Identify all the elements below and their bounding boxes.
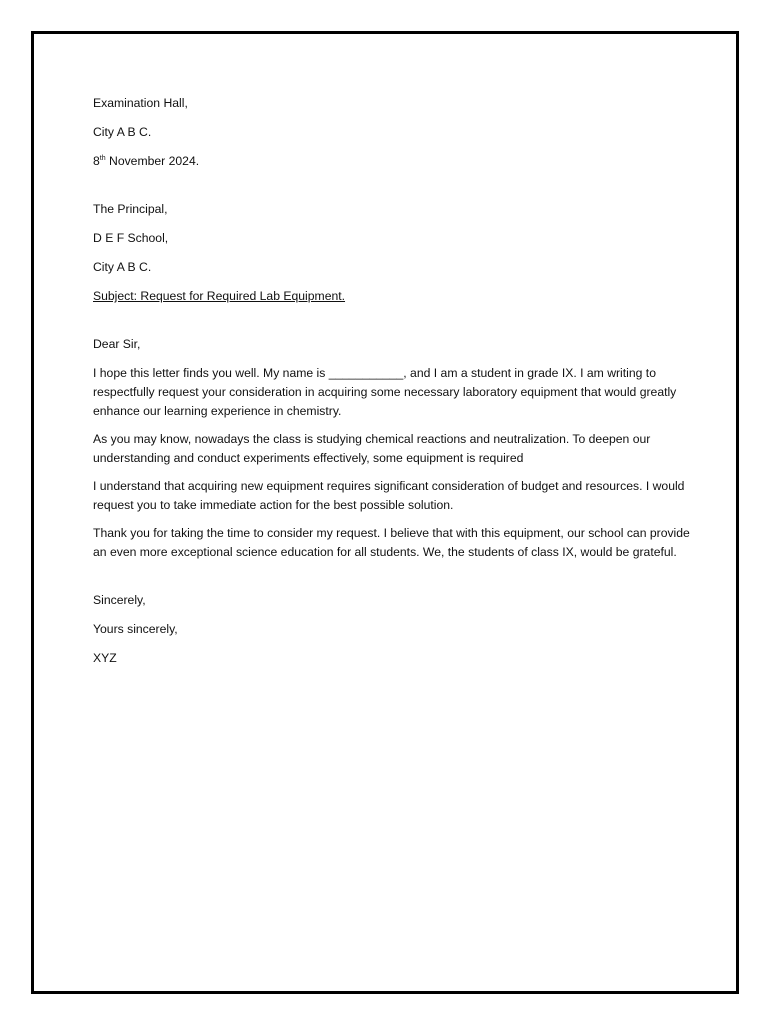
salutation: Dear Sir, [93, 337, 141, 351]
sender-address-line-1: Examination Hall, [93, 96, 188, 110]
date-suffix: th [99, 154, 106, 162]
letter-page [31, 31, 739, 994]
sender-address-line-2: City A B C. [93, 125, 152, 139]
closing-line-2: Yours sincerely, [93, 622, 178, 636]
closing-line-1: Sincerely, [93, 593, 146, 607]
recipient-line-2: D E F School, [93, 231, 169, 245]
body-paragraph-3: I understand that acquiring new equipment requires significant consideration of budget and resources. I would request you to take immediate action for the best possible solution. [93, 479, 685, 512]
letter-subject: Subject: Request for Required Lab Equipment. [93, 289, 346, 303]
recipient-line-3: City A B C. [93, 260, 152, 274]
body-paragraph-4: Thank you for taking the time to consider my request. I believe that with this equipment, our school can provide an even more exceptional science education for all students. We, the students of class IX, would be grateful. [93, 526, 690, 559]
recipient-line-1: The Principal, [93, 202, 168, 216]
signature: XYZ [93, 651, 117, 665]
letter-date [93, 152, 693, 171]
date-month-year: November 2024. [105, 154, 200, 168]
body-paragraph-1: I hope this letter finds you well. My name is ___________, and I am a student in grade IX. I am writing to respectfully request your consideration in acquiring some necessary laboratory equipment that would greatly enhance our learning experience in chemistry. [93, 366, 677, 418]
date-day: 8 [93, 154, 100, 168]
body-paragraph-2: As you may know, nowadays the class is studying chemical reactions and neutralization. To deepen our understanding and conduct experiments effectively, some equipment is required [93, 432, 651, 465]
letter-content [93, 94, 693, 678]
